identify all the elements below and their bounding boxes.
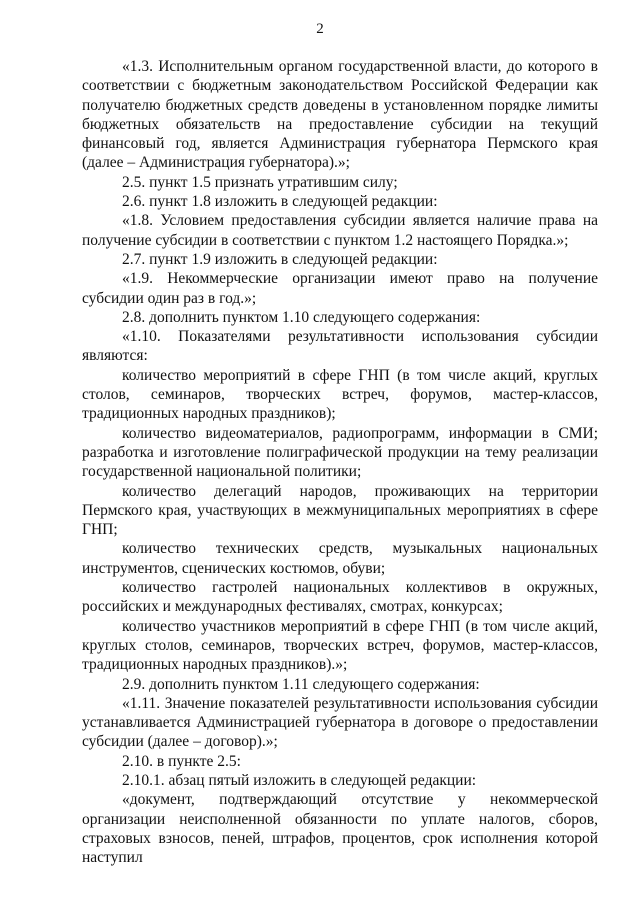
- indicator-events: количество мероприятий в сфере ГНП (в том числе акций, круглых столов, семинаров, творческих встреч, форумов, мастер-классов, традиционных народных праздников);: [82, 366, 598, 423]
- page-number: 2: [316, 21, 324, 37]
- paragraph-2-5: 2.5. пункт 1.5 признать утратившим силу;: [122, 173, 398, 191]
- paragraph-2-9: 2.9. дополнить пунктом 1.11 следующего содержания:: [122, 675, 480, 693]
- indicator-media: количество видеоматериалов, радиопрограмм, информации в СМИ; разработка и изготовление полиграфической продукции на тему реализации государственной национальной политики;: [82, 424, 598, 481]
- indicator-equipment: количество технических средств, музыкальных национальных инструментов, сценических костюмов, обуви;: [82, 540, 598, 577]
- paragraph-1-10: «1.10. Показателями результативности использования субсидии являются:: [82, 328, 598, 365]
- paragraph-2-10: 2.10. в пункте 2.5:: [122, 752, 241, 770]
- paragraph-2-7: 2.7. пункт 1.9 изложить в следующей редакции:: [122, 250, 438, 268]
- paragraph-1-3: «1.3. Исполнительным органом государственной власти, до которого в соответствии с бюджетным законодательством Российской Федерации как получателю бюджетных средств доведены в установленном порядке лимиты бюджетных обязательств на предоставление субсидии на текущий финансовый год, является Администрация губернатора Пермского края (далее – Администрация губернатора).»;: [82, 58, 598, 172]
- paragraph-2-10-1: 2.10.1. абзац пятый изложить в следующей редакции:: [122, 771, 477, 789]
- paragraph-1-9: «1.9. Некоммерческие организации имеют право на получение субсидии один раз в год.»;: [82, 270, 598, 307]
- indicator-participants: количество участников мероприятий в сфере ГНП (в том числе акций, круглых столов, семинаров, творческих встреч, форумов, мастер-классов, традиционных народных праздников).»;: [82, 617, 598, 674]
- paragraph-2-8: 2.8. дополнить пунктом 1.10 следующего содержания:: [122, 308, 481, 326]
- paragraph-2-6: 2.6. пункт 1.8 изложить в следующей редакции:: [122, 193, 438, 211]
- paragraph-1-11: «1.11. Значение показателей результативности использования субсидии устанавливается Администрацией губернатора в договоре о предоставлении субсидии (далее – договор).»;: [82, 694, 598, 751]
- indicator-delegations: количество делегаций народов, проживающих на территории Пермского края, участвующих в межмуниципальных мероприятиях в сфере ГНП;: [82, 482, 598, 539]
- indicator-tours: количество гастролей национальных коллективов в окружных, российских и международных фестивалях, смотрах, конкурсах;: [82, 579, 598, 616]
- document-body: [82, 57, 598, 867]
- paragraph-1-8: «1.8. Условием предоставления субсидии является наличие права на получение субсидии в соответствии с пунктом 1.2 настоящего Порядка.»;: [82, 212, 598, 249]
- paragraph-document-requirement: «документ, подтверждающий отсутствие у некоммерческой организации неисполненной обязанности по уплате налогов, сборов, страховых взносов, пеней, штрафов, процентов, срок исполнения которой наступил: [82, 791, 598, 867]
